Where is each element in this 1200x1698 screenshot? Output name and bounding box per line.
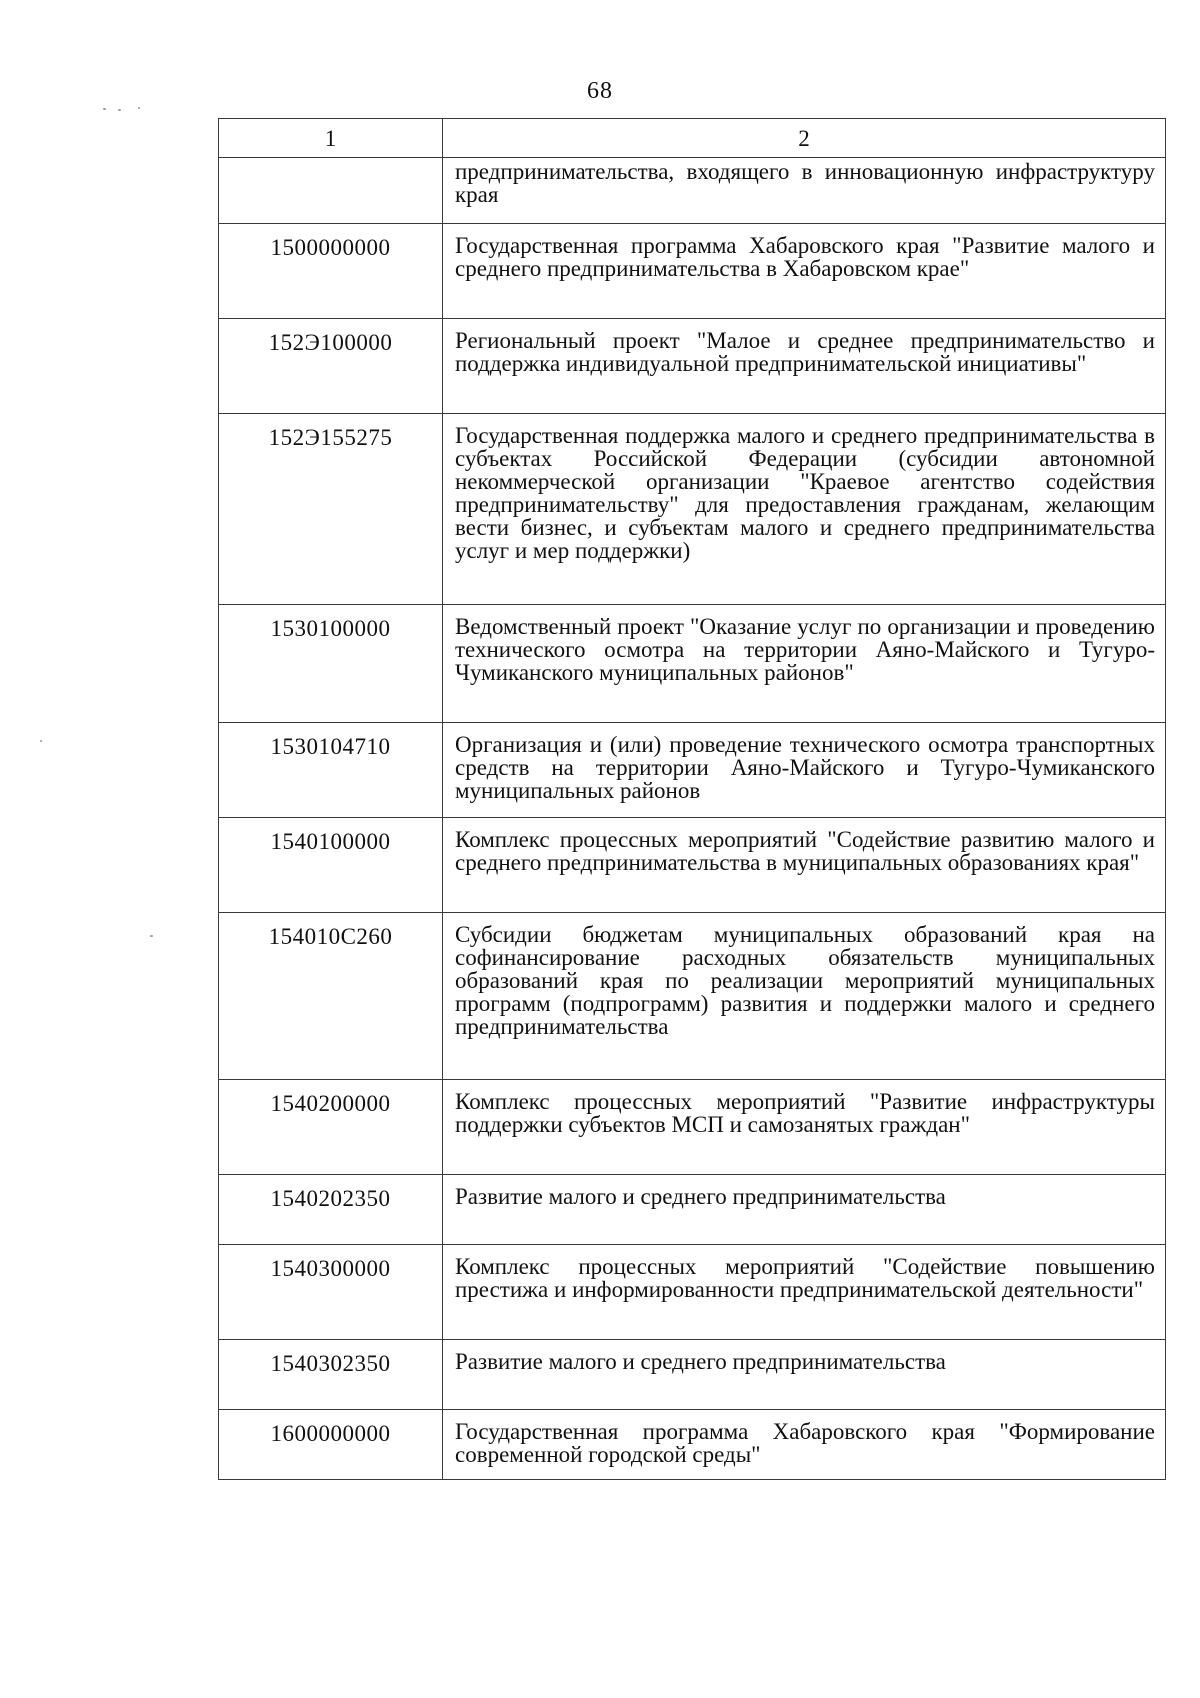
table-row bbox=[219, 158, 1166, 224]
table-row bbox=[219, 224, 1166, 319]
page-number: 68 bbox=[587, 78, 613, 104]
scan-speck bbox=[118, 109, 121, 111]
row-description: Государственная поддержка малого и среднего предпринимательства в субъектах Российской Федерации (субсидии автономной некоммерческой организации "Краевое агентство содействия предпринимательству" для предоставления гражданам, желающим вести бизнес, и субъектам малого и среднего предпринимательства услуг и мер поддержки) bbox=[443, 414, 1166, 605]
column-header-description: 2 bbox=[443, 119, 1166, 158]
table-row bbox=[219, 723, 1166, 818]
row-code: 1540300000 bbox=[219, 1245, 443, 1340]
table-row bbox=[219, 1175, 1166, 1245]
row-code: 1540200000 bbox=[219, 1080, 443, 1175]
table-row bbox=[219, 605, 1166, 723]
budget-classification-table bbox=[218, 118, 1166, 1480]
table-row bbox=[219, 1410, 1166, 1480]
row-code: 1500000000 bbox=[219, 224, 443, 319]
row-description: Ведомственный проект "Оказание услуг по организации и проведению технического осмотра на территории Аяно-Майского и Тугуро-Чумиканского муниципальных районов" bbox=[443, 605, 1166, 723]
table-row bbox=[219, 414, 1166, 605]
table-row bbox=[219, 319, 1166, 414]
row-description: Развитие малого и среднего предпринимательства bbox=[443, 1340, 1166, 1410]
row-description: Государственная программа Хабаровского края "Развитие малого и среднего предпринимательства в Хабаровском крае" bbox=[443, 224, 1166, 319]
table-row bbox=[219, 1340, 1166, 1410]
row-description: Комплекс процессных мероприятий "Содействие повышению престижа и информированности предпринимательской деятельности" bbox=[443, 1245, 1166, 1340]
row-code: 1540202350 bbox=[219, 1175, 443, 1245]
row-code: 1540100000 bbox=[219, 818, 443, 913]
row-description: Комплекс процессных мероприятий "Развитие инфраструктуры поддержки субъектов МСП и самозанятых граждан" bbox=[443, 1080, 1166, 1175]
table-header-row bbox=[219, 119, 1166, 158]
table-row bbox=[219, 818, 1166, 913]
row-code: 1530100000 bbox=[219, 605, 443, 723]
row-description: предпринимательства, входящего в инновационную инфраструктуру края bbox=[443, 158, 1166, 224]
table-row bbox=[219, 1080, 1166, 1175]
scan-speck bbox=[103, 108, 106, 110]
table-row bbox=[219, 913, 1166, 1080]
row-description: Региональный проект "Малое и среднее предпринимательство и поддержка индивидуальной предпринимательской инициативы" bbox=[443, 319, 1166, 414]
row-description: Субсидии бюджетам муниципальных образований края на софинансирование расходных обязательств муниципальных образований края по реализации мероприятий муниципальных программ (подпрограмм) развития и поддержки малого и среднего предпринимательства bbox=[443, 913, 1166, 1080]
scan-speck bbox=[138, 107, 140, 109]
row-code: 1600000000 bbox=[219, 1410, 443, 1480]
row-code bbox=[219, 158, 443, 224]
table-row bbox=[219, 1245, 1166, 1340]
scan-speck bbox=[150, 935, 153, 937]
row-description: Государственная программа Хабаровского края "Формирование современной городской среды" bbox=[443, 1410, 1166, 1480]
row-code: 152Э155275 bbox=[219, 414, 443, 605]
row-description: Комплекс процессных мероприятий "Содействие развитию малого и среднего предпринимательства в муниципальных образованиях края" bbox=[443, 818, 1166, 913]
row-description: Организация и (или) проведение технического осмотра транспортных средств на территории Аяно-Майского и Тугуро-Чумиканского муниципальных районов bbox=[443, 723, 1166, 818]
row-code: 154010С260 bbox=[219, 913, 443, 1080]
row-code: 152Э100000 bbox=[219, 319, 443, 414]
column-header-code: 1 bbox=[219, 119, 443, 158]
row-description: Развитие малого и среднего предпринимательства bbox=[443, 1175, 1166, 1245]
row-code: 1530104710 bbox=[219, 723, 443, 818]
row-code: 1540302350 bbox=[219, 1340, 443, 1410]
scan-speck bbox=[40, 740, 42, 742]
